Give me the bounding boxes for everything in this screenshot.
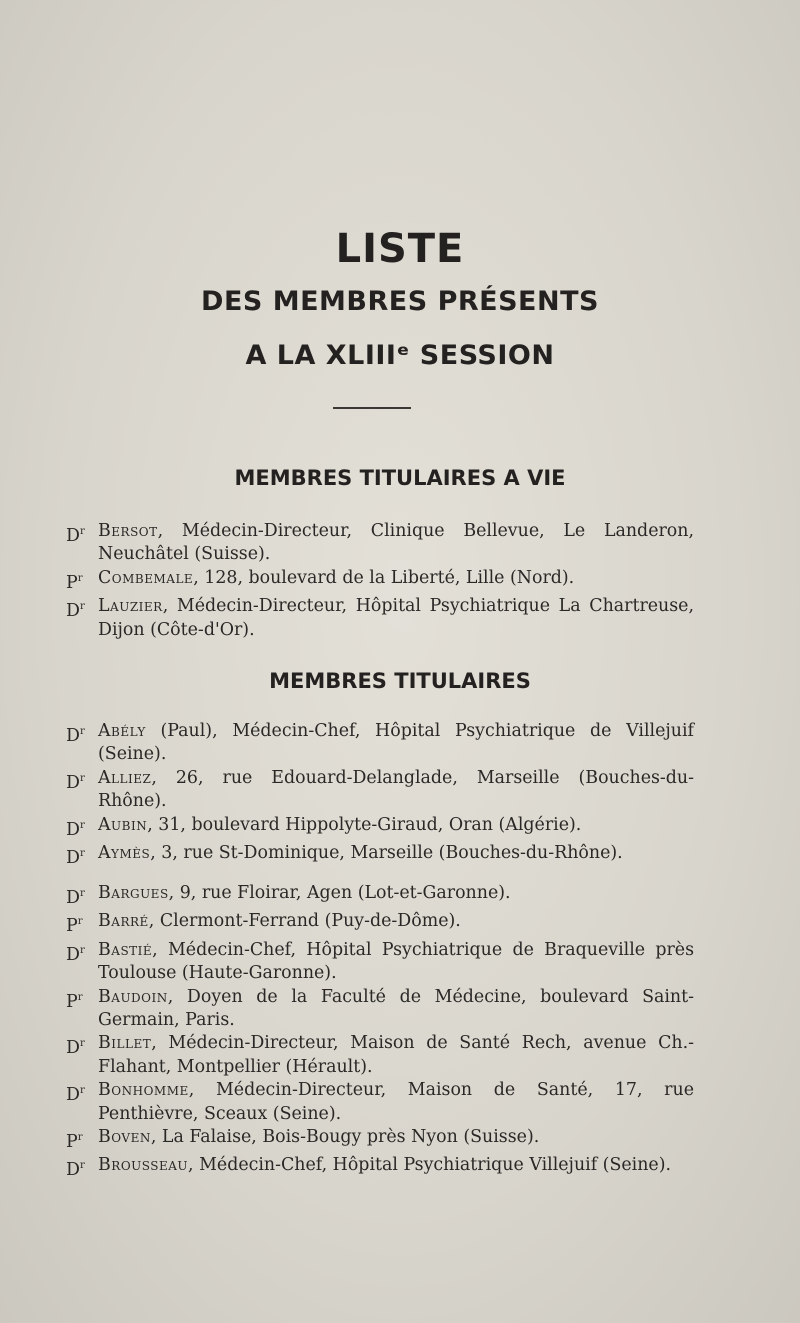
list-item [66,567,694,595]
list-item [66,595,694,642]
member-details: , Médecin-Chef, Hôpital Psychiatrique Villejuif (Seine). [188,1155,672,1176]
section-heading-titulaires: MEMBRES TITULAIRES [269,669,531,693]
member-details: , Médecin-Directeur, Clinique Bellevue, Le Landeron, Neuchâtel (Suisse). [98,521,694,565]
member-details: , Médecin-Directeur, Maison de Santé Rech, avenue Ch.-Flahant, Montpellier (Hérault). [98,1033,694,1077]
member-list-titulaires [66,720,694,870]
member-name: Bastié [98,939,153,960]
member-name: Bersot [98,521,158,541]
list-item [66,1032,694,1079]
title-divider [333,407,411,409]
list-item [66,842,694,870]
list-item [66,939,694,986]
member-details: , 128, boulevard de la Liberté, Lille (Nord). [193,567,575,588]
member-title: $D^r$ [66,601,85,622]
member-name: Bargues [98,883,169,903]
member-name: Baudoin [98,986,168,1007]
member-title: $D^r$ [66,1160,85,1181]
member-title: $D^r$ [66,1038,85,1059]
member-title: $D^r$ [66,772,85,793]
page-title: LISTE [335,226,465,272]
member-name: Alliez [98,767,152,788]
member-details: , Médecin-Directeur, Hôpital Psychiatrique La Chartreuse, Dijon (Côte-d'Or). [98,596,694,640]
list-item [66,910,694,938]
member-details: , La Falaise, Bois-Bougy près Nyon (Suisse). [150,1127,540,1148]
member-details: , 9, rue Floirar, Agen (Lot-et-Garonne). [168,883,511,903]
member-details: , 26, rue Edouard-Delanglade, Marseille (Bouches-du-Rhône). [98,767,694,812]
member-details: , Doyen de la Faculté de Médecine, boulevard Saint-Germain, Paris. [98,986,694,1031]
page-subtitle-line-1: DES MEMBRES PRÉSENTS [201,286,599,317]
member-title: $D^r$ [66,944,85,965]
member-title: $D^r$ [66,819,85,840]
member-name: Billet [98,1033,152,1054]
member-name: Combemale [98,567,194,588]
member-name: Lauzier [98,596,163,617]
list-item [66,986,694,1033]
member-title: $D^r$ [66,526,85,546]
member-title: $P^r$ [66,916,83,937]
member-name: Brousseau [98,1155,189,1176]
member-name: Aymès [98,843,151,864]
list-item [66,720,694,767]
member-title: $P^r$ [66,1132,83,1153]
list-item [66,814,694,842]
member-list-titulaires-b [66,882,694,1183]
member-title: $D^r$ [66,888,85,908]
member-title: $P^r$ [66,991,83,1012]
list-item [66,1154,694,1182]
member-details: , Clermont-Ferrand (Puy-de-Dôme). [148,911,461,932]
list-item [66,767,694,814]
member-title: $P^r$ [66,572,83,593]
list-item [66,1126,694,1154]
member-name: Bonhomme [98,1080,189,1101]
member-name: Barré [98,911,149,932]
list-item [66,1079,694,1126]
member-details: , 31, boulevard Hippolyte-Giraud, Oran (Algérie). [147,814,582,835]
page-subtitle-line-2: A LA XLIIIᵉ SESSION [245,340,555,371]
member-details: (Paul), Médecin-Chef, Hôpital Psychiatrique de Villejuif (Seine). [98,721,694,765]
section-heading-titulaires-a-vie: MEMBRES TITULAIRES A VIE [234,466,566,490]
member-details: , 3, rue St-Dominique, Marseille (Bouches-du-Rhône). [150,843,623,864]
member-name: Aubin [98,814,148,835]
member-name: Boven [98,1127,151,1148]
member-title: $D^r$ [66,1085,85,1106]
list-item [66,520,694,567]
member-title: $D^r$ [66,848,85,869]
member-list-titulaires-a-vie [66,520,694,642]
member-details: , Médecin-Chef, Hôpital Psychiatrique de Braqueville près Toulouse (Haute-Garonne). [98,939,694,984]
member-name: Abély [98,721,146,741]
member-details: , Médecin-Directeur, Maison de Santé, 17, rue Penthièvre, Sceaux (Seine). [98,1080,694,1124]
list-item [66,882,694,910]
member-title: $D^r$ [66,726,85,746]
